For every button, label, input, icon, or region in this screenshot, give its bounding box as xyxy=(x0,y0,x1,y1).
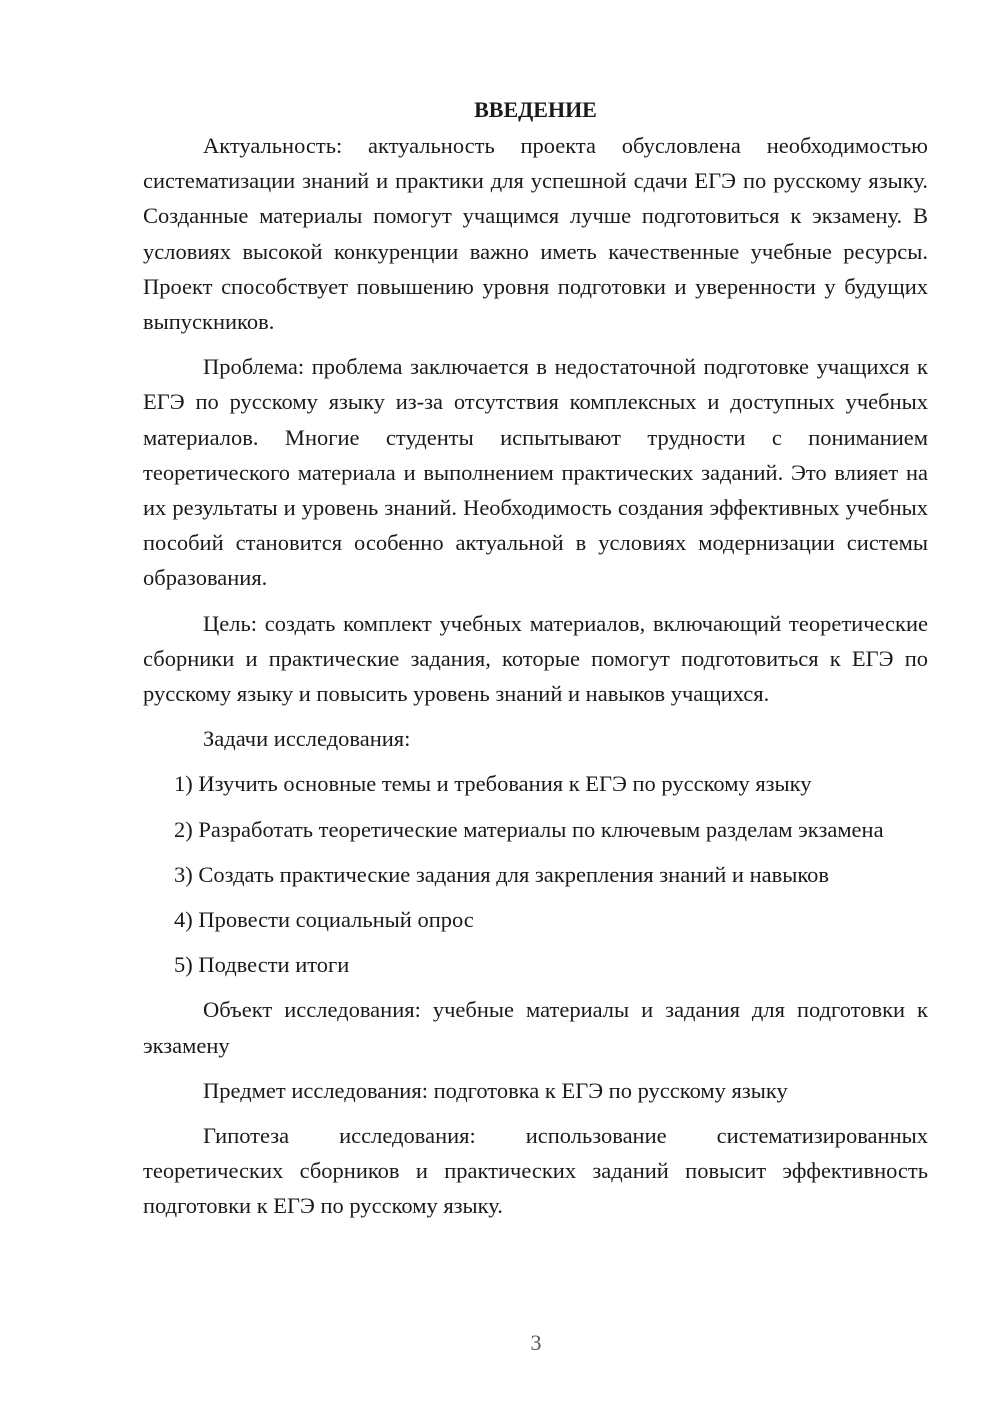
subject-paragraph: Предмет исследования: подготовка к ЕГЭ по русскому языку xyxy=(203,1077,788,1103)
problem-paragraph: Проблема: проблема заключается в недостаточной подготовке учащихся к ЕГЭ по русскому языку из-за отсутствия комплексных и доступных учебных материалов. Многие студенты испытывают трудности с пониманием теоретического материала и выполнением практических заданий. Это влияет на их результаты и уровень знаний. Необходимость создания эффективных учебных пособий становится особенно актуальной в условиях модернизации системы образования. xyxy=(143,354,928,591)
task-item-1: 1) Изучить основные темы и требования к ЕГЭ по русскому языку xyxy=(174,771,812,797)
task-item-3: 3) Создать практические задания для закрепления знаний и навыков xyxy=(174,861,830,887)
page-number: 3 xyxy=(530,1330,542,1355)
document-page xyxy=(143,94,928,1234)
goal-paragraph: Цель: создать комплект учебных материалов, включающий теоретические сборники и практические задания, которые помогут подготовиться к ЕГЭ по русскому языку и повысить уровень знаний и навыков учащихся. xyxy=(143,610,928,707)
task-item-4: 4) Провести социальный опрос xyxy=(174,907,474,933)
tasks-heading: Задачи исследования: xyxy=(203,726,411,752)
task-item-2: 2) Разработать теоретические материалы по ключевым разделам экзамена xyxy=(174,816,884,842)
task-item-5: 5) Подвести итоги xyxy=(174,952,350,978)
relevance-paragraph: Актуальность: актуальность проекта обусловлена необходимостью систематизации знаний и практики для успешной сдачи ЕГЭ по русскому языку. Созданные материалы помогут учащимся лучше подготовиться к экзамену. В условиях высокой конкуренции важно иметь качественные учебные ресурсы. Проект способствует повышению уровня подготовки и уверенности у будущих выпускников. xyxy=(143,133,928,335)
hypothesis-paragraph: Гипотеза исследования: использование систематизированных теоретических сборников и практических заданий повысит эффективность подготовки к ЕГЭ по русскому языку. xyxy=(143,1123,928,1219)
object-paragraph: Объект исследования: учебные материалы и задания для подготовки к экзамену xyxy=(143,997,928,1058)
page-title: ВВЕДЕНИЕ xyxy=(474,97,597,122)
